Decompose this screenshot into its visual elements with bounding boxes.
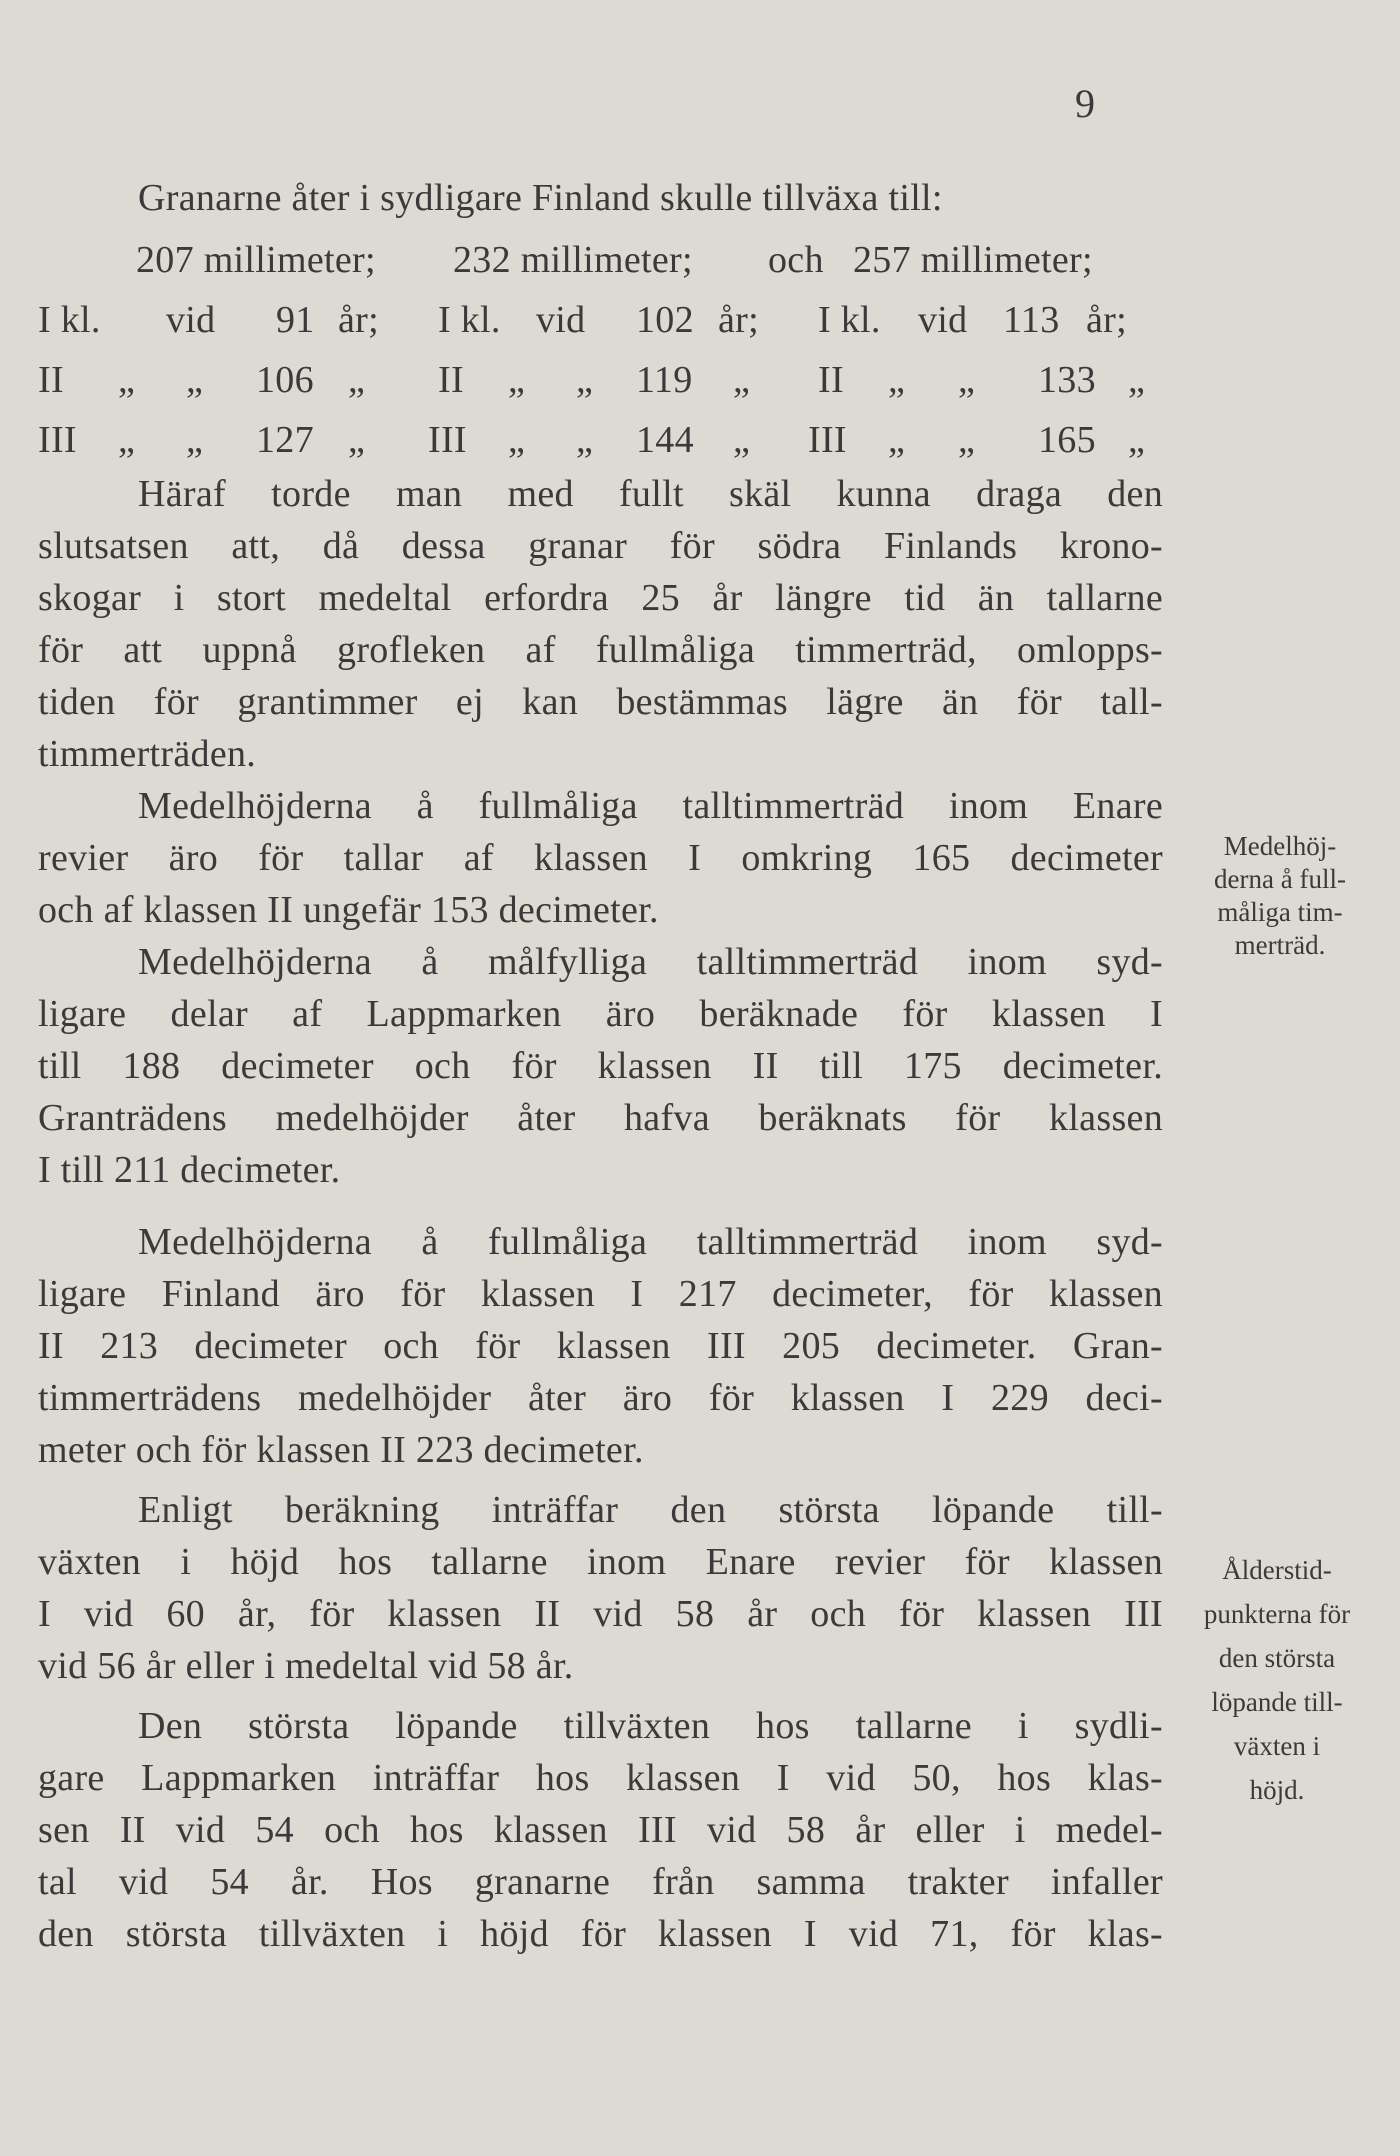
table-cell: 165 [1038, 419, 1096, 461]
table-header-cell: och [768, 239, 824, 281]
table-cell: 106 [256, 359, 314, 401]
table-cell: II [38, 359, 64, 401]
sidenote-line: den största [1218, 1643, 1336, 1673]
paragraph [38, 780, 1163, 936]
text-line: timmerträdens medelhöjder åter äro för klassen I 229 deci- [38, 1377, 1163, 1419]
text-line: Medelhöjderna å fullmåliga talltimmerträd inom Enare [138, 785, 1163, 827]
sidenote [1172, 1548, 1382, 1812]
table-cell: I kl. [438, 299, 501, 341]
text-line: timmerträden. [38, 733, 257, 775]
table-cell: „ [1128, 359, 1146, 401]
table-cell: 113 [1003, 299, 1060, 341]
table-row [38, 414, 1163, 474]
text-line: Häraf torde man med fullt skäl kunna draga den [138, 473, 1163, 515]
table-cell: 91 [276, 299, 315, 341]
table-cell: vid [166, 299, 216, 341]
table-cell: I kl. [818, 299, 881, 341]
text-line: till 188 decimeter och för klassen II till 175 decimeter. [38, 1045, 1163, 1087]
table-cell: „ [118, 359, 136, 401]
table-cell: 144 [636, 419, 694, 461]
table-cell: II [818, 359, 844, 401]
text-line: ligare Finland äro för klassen I 217 decimeter, för klassen [38, 1273, 1163, 1315]
table-cell: 102 [636, 299, 694, 341]
text-line: Medelhöjderna å fullmåliga talltimmerträd inom syd- [138, 1221, 1163, 1263]
table-row [38, 354, 1163, 414]
table-cell: år; [338, 299, 379, 341]
table-cell: vid [918, 299, 968, 341]
paragraph [38, 936, 1163, 1196]
text-line: och af klassen II ungefär 153 decimeter. [38, 889, 659, 931]
table-cell: „ [576, 359, 594, 401]
text-line: tiden för grantimmer ej kan bestämmas lägre än för tall- [38, 681, 1163, 723]
table-cell: „ [508, 359, 526, 401]
table-cell: 133 [1038, 359, 1096, 401]
text-line: I vid 60 år, för klassen II vid 58 år och för klassen III [38, 1593, 1163, 1635]
table-cell: „ [186, 419, 204, 461]
sidenote-line: växten i [1233, 1731, 1321, 1761]
table-cell: III [808, 419, 847, 461]
table-cell: 119 [636, 359, 693, 401]
main-text [38, 172, 1163, 1960]
text-line: gare Lappmarken inträffar hos klassen I vid 50, hos klas- [38, 1757, 1163, 1799]
table-cell: „ [888, 359, 906, 401]
table-cell: „ [186, 359, 204, 401]
table-cell: I kl. [38, 299, 101, 341]
text-line: ligare delar af Lappmarken äro beräknade för klassen I [38, 993, 1163, 1035]
text-line: tal vid 54 år. Hos granarne från samma trakter infaller [38, 1861, 1163, 1903]
table-cell: „ [1128, 419, 1146, 461]
text-line: meter och för klassen II 223 decimeter. [38, 1429, 644, 1471]
table-cell: „ [733, 419, 751, 461]
table-cell: „ [958, 419, 976, 461]
table-cell: 127 [256, 419, 314, 461]
paragraph [38, 1216, 1163, 1476]
table-cell: vid [536, 299, 586, 341]
paragraph [38, 1484, 1163, 1692]
table-cell: „ [958, 359, 976, 401]
sidenote-line: merträd. [1234, 930, 1326, 960]
text-line: slutsatsen att, då dessa granar för södra Finlands krono- [38, 525, 1163, 567]
text-line: I till 211 decimeter. [38, 1149, 341, 1191]
text-line: växten i höjd hos tallarne inom Enare revier för klassen [38, 1541, 1163, 1583]
table-cell: II [438, 359, 464, 401]
text-line: skogar i stort medeltal erfordra 25 år längre tid än tallarne [38, 577, 1163, 619]
sidenote-line: löpande till- [1211, 1687, 1343, 1717]
table-cell: „ [348, 359, 366, 401]
sidenote-line: höjd. [1249, 1775, 1305, 1805]
table-cell: III [38, 419, 77, 461]
sidenote-line: derna å full- [1214, 864, 1346, 894]
sidenote-line: Medelhöj- [1223, 831, 1337, 861]
sidenote-line: Ålderstid- [1222, 1555, 1332, 1585]
sidenote [1180, 830, 1380, 962]
text-line: sen II vid 54 och hos klassen III vid 58 år eller i medel- [38, 1809, 1163, 1851]
table-cell: „ [888, 419, 906, 461]
paragraph [38, 468, 1163, 780]
text-line: Medelhöjderna å målfylliga talltimmerträd inom syd- [138, 941, 1163, 983]
table-header-row [38, 234, 1163, 294]
page-number: 9 [1075, 81, 1095, 126]
table-cell: „ [733, 359, 751, 401]
table-cell: „ [348, 419, 366, 461]
table-cell: år; [1086, 299, 1127, 341]
sidenote-line: punkterna för [1203, 1599, 1351, 1629]
text-line: den största tillväxten i höjd för klassen I vid 71, för klas- [38, 1913, 1163, 1955]
table-cell: år; [718, 299, 759, 341]
sidenote-line: måliga tim- [1217, 897, 1343, 927]
table-header-cell: 232 millimeter; [453, 239, 693, 281]
text-line: revier äro för tallar af klassen I omkring 165 decimeter [38, 837, 1163, 879]
text-line: Enligt beräkning inträffar den största löpande till- [138, 1489, 1163, 1531]
text-line: för att uppnå grofleken af fullmåliga timmerträd, omlopps- [38, 629, 1163, 671]
intro-line: Granarne åter i sydligare Finland skulle tillväxa till: [138, 177, 943, 219]
table-cell: III [428, 419, 467, 461]
text-line: Granträdens medelhöjder åter hafva beräknats för klassen [38, 1097, 1163, 1139]
table-cell: „ [118, 419, 136, 461]
table-header-cell: 207 millimeter; [136, 239, 376, 281]
text-line: Den största löpande tillväxten hos tallarne i sydli- [138, 1705, 1163, 1747]
text-line: vid 56 år eller i medeltal vid 58 år. [38, 1645, 574, 1687]
paragraph [38, 1700, 1163, 1960]
table-cell: „ [576, 419, 594, 461]
table-cell: „ [508, 419, 526, 461]
table-header-cell: 257 millimeter; [853, 239, 1093, 281]
table-row [38, 294, 1163, 354]
text-line: II 213 decimeter och för klassen III 205 decimeter. Gran- [38, 1325, 1163, 1367]
